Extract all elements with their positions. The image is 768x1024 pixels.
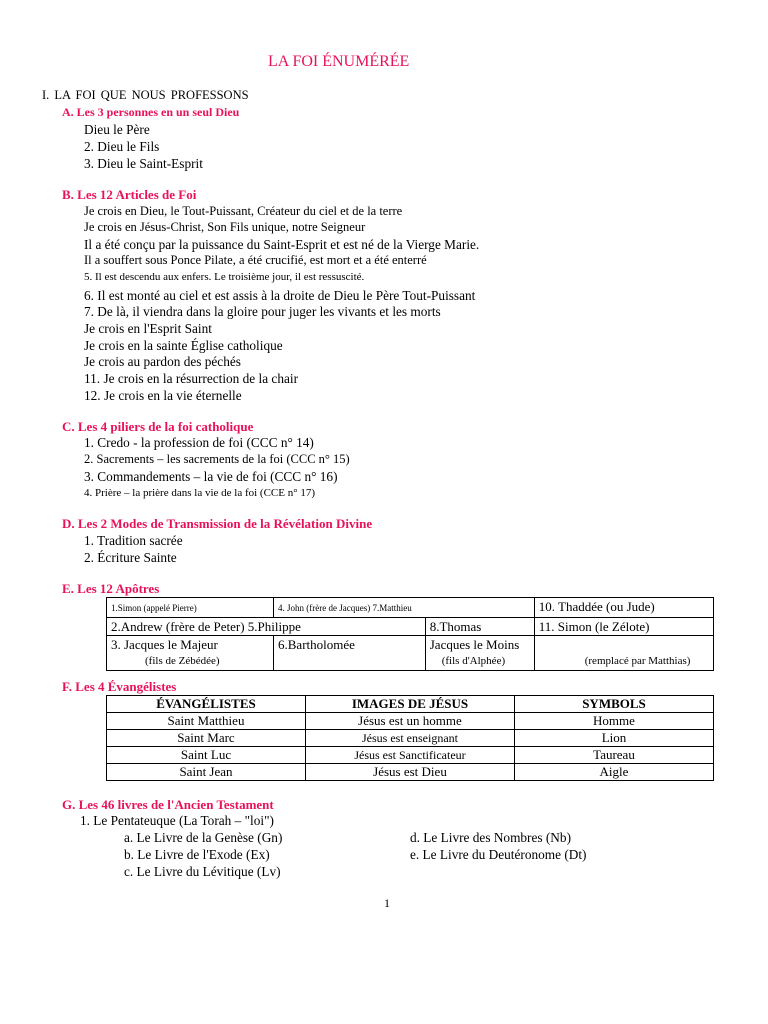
list-item: 2. Écriture Sainte: [84, 550, 177, 565]
column-header: ÉVANGÉLISTES: [107, 696, 306, 713]
table-cell: 6.Bartholomée: [274, 636, 426, 671]
list-item: Je crois en l'Esprit Saint: [84, 321, 212, 336]
list-item: 3. Dieu le Saint-Esprit: [84, 156, 203, 171]
list-item: Dieu le Père: [84, 122, 150, 137]
table-cell: 10. Thaddée (ou Jude): [534, 598, 713, 618]
part-heading: I. LA FOI QUE NOUS PROFESSONS: [42, 88, 249, 102]
table-cell: Saint Matthieu: [107, 713, 306, 730]
table-row: [107, 747, 714, 764]
list-item: 2. Sacrements – les sacrements de la foi (CCC n° 15): [84, 452, 350, 466]
list-item: 2. Dieu le Fils: [84, 139, 160, 154]
list-item: e. Le Livre du Deutéronome (Dt): [410, 847, 587, 862]
table-cell: Saint Marc: [107, 730, 306, 747]
list-item: 12. Je crois en la vie éternelle: [84, 388, 242, 403]
list-item: Il a été conçu par la puissance du Saint-Esprit et est né de la Vierge Marie.: [84, 237, 480, 252]
table-cell: 3. Jacques le Majeur (fils de Zébédée): [107, 636, 274, 671]
table-row: [107, 636, 714, 671]
section-e-heading: E. Les 12 Apôtres: [62, 581, 160, 596]
list-item: 1. Credo - la profession de foi (CCC n° 14): [84, 435, 314, 450]
table-cell: Jésus est enseignant: [306, 730, 515, 747]
table-cell: Jésus est un homme: [306, 713, 515, 730]
table-cell: 11. Simon (le Zélote): [534, 618, 713, 636]
table-header-row: [107, 696, 714, 713]
section-d-heading: D. Les 2 Modes de Transmission de la Révélation Divine: [62, 516, 373, 531]
table-cell: Jésus est Dieu: [306, 764, 515, 781]
list-item: b. Le Livre de l'Exode (Ex): [124, 847, 270, 862]
list-item: Je crois au pardon des péchés: [84, 354, 241, 369]
list-item: 3. Commandements – la vie de foi (CCC n° 16): [84, 469, 338, 484]
list-item: 7. De là, il viendra dans la gloire pour juger les vivants et les morts: [84, 304, 441, 319]
table-cell: Lion: [515, 730, 714, 747]
list-item: c. Le Livre du Lévitique (Lv): [124, 864, 281, 879]
table-cell: 1.Simon (appelé Pierre): [107, 598, 274, 618]
table-cell: 2.Andrew (frère de Peter) 5.Philippe: [107, 618, 426, 636]
table-row: [107, 598, 714, 618]
list-item: d. Le Livre des Nombres (Nb): [410, 830, 571, 845]
list-item: 1. Tradition sacrée: [84, 533, 183, 548]
table-cell: 4. John (frère de Jacques) 7.Matthieu: [274, 598, 535, 618]
table-cell: (remplacé par Matthias): [534, 636, 713, 671]
list-item: 5. Il est descendu aux enfers. Le troisième jour, il est ressuscité.: [84, 271, 365, 283]
list-item: 4. Prière – la prière dans la vie de la foi (CCE n° 17): [84, 487, 316, 499]
table-cell: Homme: [515, 713, 714, 730]
list-item: Je crois en la sainte Église catholique: [84, 338, 283, 353]
table-row: [107, 618, 714, 636]
list-item: 11. Je crois en la résurrection de la chair: [84, 371, 299, 386]
page-title: LA FOI ÉNUMÉRÉE: [268, 53, 410, 70]
apostles-table: [106, 597, 714, 671]
sub-heading: 1. Le Pentateuque (La Torah – "loi"): [80, 813, 274, 828]
list-item: Je crois en Jésus-Christ, Son Fils unique, notre Seigneur: [84, 220, 366, 234]
table-row: [107, 764, 714, 781]
list-item: a. Le Livre de la Genèse (Gn): [124, 830, 283, 845]
section-b-heading: B. Les 12 Articles de Foi: [62, 187, 197, 202]
table-row: [107, 730, 714, 747]
list-item: Je crois en Dieu, le Tout-Puissant, Créateur du ciel et de la terre: [84, 204, 403, 218]
page-number: 1: [384, 896, 390, 910]
evangelists-table: [106, 695, 714, 781]
table-cell: Taureau: [515, 747, 714, 764]
column-header: SYMBOLS: [515, 696, 714, 713]
column-header: IMAGES DE JÉSUS: [306, 696, 515, 713]
section-a-heading: A. Les 3 personnes en un seul Dieu: [62, 105, 240, 119]
section-c-heading: C. Les 4 piliers de la foi catholique: [62, 419, 254, 434]
table-cell: Jésus est Sanctificateur: [306, 747, 515, 764]
table-cell: Saint Luc: [107, 747, 306, 764]
table-row: [107, 713, 714, 730]
table-cell: 8.Thomas: [425, 618, 534, 636]
section-g-heading: G. Les 46 livres de l'Ancien Testament: [62, 797, 274, 812]
list-item: 6. Il est monté au ciel et est assis à la droite de Dieu le Père Tout-Puissant: [84, 288, 476, 303]
list-item: Il a souffert sous Ponce Pilate, a été crucifié, est mort et a été enterré: [84, 253, 427, 267]
table-cell: Jacques le Moins (fils d'Alphée): [425, 636, 534, 671]
section-f-heading: F. Les 4 Évangélistes: [62, 679, 177, 694]
table-cell: Saint Jean: [107, 764, 306, 781]
table-cell: Aigle: [515, 764, 714, 781]
